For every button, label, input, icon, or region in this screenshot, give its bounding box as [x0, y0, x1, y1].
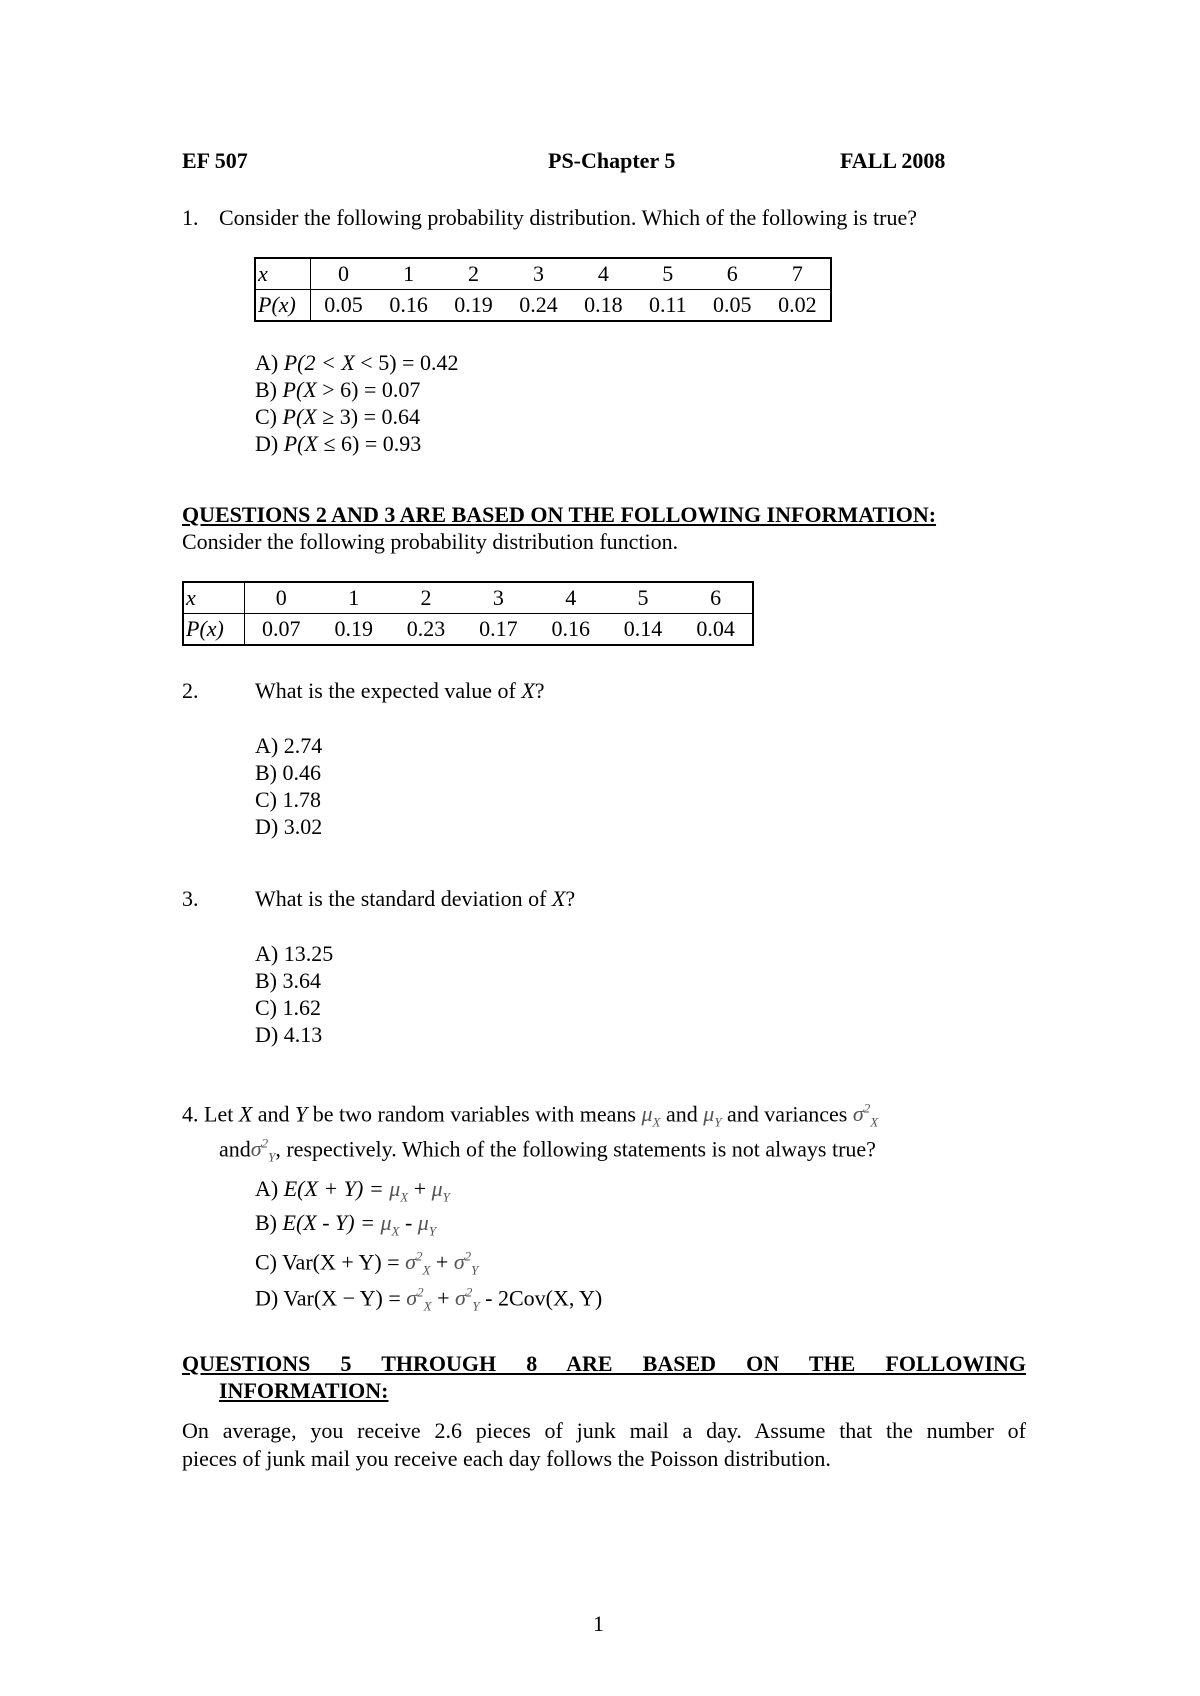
- option-op: +: [431, 1285, 456, 1311]
- chapter-title: PS-Chapter 5: [548, 148, 676, 173]
- option-letter: C): [255, 995, 277, 1020]
- q3-option-b[interactable]: [255, 968, 321, 994]
- option-letter: A): [255, 733, 279, 758]
- q4-option-b[interactable]: [255, 1210, 436, 1244]
- q1-p-cell: 0.11: [636, 290, 700, 322]
- option-letter: B): [255, 377, 277, 402]
- option-value: 0.46: [282, 760, 321, 785]
- option-lhs: E(X - Y) =: [282, 1210, 381, 1235]
- q1-x-cell: 4: [571, 258, 636, 290]
- option-letter: B): [255, 760, 277, 785]
- q23-p-cell: 0.23: [390, 614, 462, 646]
- q23-p-cell: 0.16: [535, 614, 607, 646]
- sigma-x-sq-symbol: $\sigma^2_X$: [406, 1285, 432, 1314]
- q1-option-a[interactable]: [255, 350, 458, 376]
- q1-x-cell: 7: [765, 258, 831, 290]
- q23-x-cell: 3: [462, 582, 534, 614]
- option-expr-pre: P(: [283, 431, 305, 456]
- term: FALL 2008: [840, 148, 946, 173]
- q1-x-cell: 0: [311, 258, 377, 290]
- section-5-8-heading-line2: INFORMATION:: [219, 1378, 389, 1403]
- q1-table-p-row: [255, 290, 831, 322]
- option-letter: D): [255, 431, 279, 456]
- q1-x-label: x: [255, 258, 311, 290]
- q4-option-c[interactable]: [255, 1244, 478, 1284]
- option-letter: C): [255, 404, 277, 429]
- q1-number: 1.: [182, 205, 199, 230]
- q1-text: Consider the following probability distribution. Which of the following is true?: [219, 205, 917, 230]
- option-expr-pre: P(: [282, 377, 304, 402]
- q4-line1: [182, 1096, 1022, 1136]
- q1-x-cell: 5: [636, 258, 700, 290]
- option-letter: D): [255, 1285, 279, 1311]
- q2-var: X: [521, 678, 535, 703]
- q23-p-cell: 0.07: [245, 614, 318, 646]
- option-lhs: Var(X − Y) =: [283, 1285, 407, 1311]
- q3-text: [255, 886, 575, 912]
- q23-p-cell: 0.17: [462, 614, 534, 646]
- q1-option-c[interactable]: [255, 404, 420, 430]
- option-lhs: E(X + Y) =: [283, 1176, 390, 1201]
- q23-p-cell: 0.19: [318, 614, 390, 646]
- page-number: 1: [593, 1611, 604, 1636]
- q3-number: 3.: [182, 886, 199, 911]
- mu-y-symbol: $\mu_Y$: [431, 1176, 450, 1205]
- q23-table-x-row: [183, 582, 753, 614]
- q4-number: 4.: [182, 1101, 199, 1127]
- sigma-x-sq-symbol: $\sigma^2_X$: [405, 1249, 431, 1278]
- option-var: X: [303, 404, 317, 429]
- section-5-8-paragraph-line2: pieces of junk mail you receive each day follows the Poisson distribution.: [182, 1446, 831, 1471]
- q23-table: [182, 581, 754, 646]
- q1-p-cell: 0.05: [700, 290, 765, 322]
- option-var: X: [341, 350, 355, 375]
- sigma-x-sq-symbol: $\sigma^2_X$: [852, 1101, 879, 1130]
- q1-x-cell: 3: [506, 258, 571, 290]
- q23-x-cell: 6: [679, 582, 753, 614]
- section-2-3-heading: QUESTIONS 2 AND 3 ARE BASED ON THE FOLLOWING INFORMATION:: [182, 502, 937, 527]
- q23-p-cell: 0.14: [607, 614, 679, 646]
- q1-p-label: P(x): [255, 290, 311, 322]
- q4-text: be two random variables with means: [307, 1101, 642, 1127]
- q1-p-cell: 0.18: [571, 290, 636, 322]
- option-letter: A): [255, 350, 279, 375]
- q2-option-b[interactable]: [255, 760, 321, 786]
- q2-option-a[interactable]: [255, 733, 322, 759]
- mu-y-symbol: $\mu_Y$: [703, 1101, 722, 1130]
- q4-text: and variances: [721, 1101, 853, 1127]
- option-value: 3.02: [283, 814, 323, 839]
- course-code: EF 507: [182, 148, 248, 173]
- q2-text-body: What is the expected value of: [255, 678, 522, 703]
- option-expr-post: < 5) = 0.42: [354, 350, 459, 375]
- q4-var-y: Y: [295, 1101, 308, 1127]
- option-expr-post: ≤ 6) = 0.93: [317, 431, 422, 456]
- q2-option-c[interactable]: [255, 787, 321, 813]
- option-value: 1.78: [282, 787, 321, 812]
- option-value: 3.64: [282, 968, 321, 993]
- mu-x-symbol: $\mu_X$: [389, 1176, 409, 1205]
- q4-text: , respectively. Which of the following statements is not always true?: [275, 1136, 876, 1162]
- option-lhs: Var(X + Y) =: [282, 1249, 406, 1275]
- option-tail: - 2Cov(X, Y): [479, 1285, 603, 1311]
- option-letter: B): [255, 968, 277, 993]
- option-letter: C): [255, 1249, 277, 1275]
- q4-var-x: X: [238, 1101, 253, 1127]
- sigma-y-sq-symbol: $\sigma^2_Y$: [453, 1249, 479, 1278]
- option-letter: A): [255, 1176, 279, 1201]
- q1-table-x-row: [255, 258, 831, 290]
- option-var: X: [303, 377, 317, 402]
- q1-x-cell: 2: [441, 258, 506, 290]
- q1-p-cell: 0.05: [311, 290, 377, 322]
- option-letter: C): [255, 787, 277, 812]
- q1-p-cell: 0.24: [506, 290, 571, 322]
- mu-x-symbol: $\mu_X$: [380, 1210, 400, 1239]
- q23-x-label: x: [183, 582, 245, 614]
- q4-text: and: [219, 1136, 251, 1162]
- option-expr-post: > 6) = 0.07: [316, 377, 421, 402]
- q3-option-d[interactable]: [255, 1022, 322, 1048]
- q23-p-cell: 0.04: [679, 614, 753, 646]
- option-letter: D): [255, 1022, 279, 1047]
- mu-y-symbol: $\mu_Y$: [417, 1210, 437, 1239]
- q2-option-d[interactable]: [255, 814, 322, 840]
- q4-option-a[interactable]: [255, 1176, 450, 1210]
- q4-line2: [219, 1131, 876, 1171]
- q1-option-b[interactable]: [255, 377, 420, 403]
- option-value: 1.62: [282, 995, 321, 1020]
- option-op: -: [399, 1210, 418, 1235]
- q23-x-cell: 0: [245, 582, 318, 614]
- option-value: 4.13: [283, 1022, 323, 1047]
- sigma-y-sq-symbol: $\sigma^2_Y$: [250, 1136, 276, 1165]
- q3-option-c[interactable]: [255, 995, 321, 1021]
- q3-var: X: [551, 886, 566, 911]
- q1-option-d[interactable]: [255, 431, 421, 457]
- q2-text: [255, 678, 545, 704]
- option-expr-pre: P(: [282, 404, 304, 429]
- option-value: 2.74: [283, 733, 323, 758]
- q23-x-cell: 2: [390, 582, 462, 614]
- section-5-8-paragraph-line1: On average, you receive 2.6 pieces of junk mail a day. Assume that the number of: [182, 1418, 1026, 1443]
- option-expr-pre: P(2 <: [283, 350, 342, 375]
- q4-text: Let: [204, 1101, 239, 1127]
- option-letter: A): [255, 941, 279, 966]
- section-5-8-heading-line1: QUESTIONS 5 THROUGH 8 ARE BASED ON THE FOLLOWING: [182, 1351, 1026, 1376]
- q4-text: and: [660, 1101, 704, 1127]
- option-op: +: [408, 1176, 432, 1201]
- sigma-y-sq-symbol: $\sigma^2_Y$: [455, 1285, 480, 1314]
- q23-table-p-row: [183, 614, 753, 646]
- option-op: +: [430, 1249, 454, 1275]
- option-letter: D): [255, 814, 279, 839]
- option-expr-post: ≥ 3) = 0.64: [316, 404, 421, 429]
- q4-text: and: [252, 1101, 296, 1127]
- option-var: X: [304, 431, 318, 456]
- q1-x-cell: 6: [700, 258, 765, 290]
- section-2-3-intro: Consider the following probability distribution function.: [182, 529, 679, 554]
- q23-p-label: P(x): [183, 614, 245, 646]
- q1-table: [254, 257, 832, 322]
- q1-p-cell: 0.02: [765, 290, 831, 322]
- q4-option-d[interactable]: [255, 1280, 602, 1320]
- q1-p-cell: 0.16: [376, 290, 441, 322]
- q23-x-cell: 4: [535, 582, 607, 614]
- q1-x-cell: 1: [376, 258, 441, 290]
- q2-text-end: ?: [534, 678, 545, 703]
- q3-text-end: ?: [565, 886, 576, 911]
- q2-number: 2.: [182, 678, 199, 703]
- option-value: 13.25: [283, 941, 334, 966]
- q23-x-cell: 1: [318, 582, 390, 614]
- q3-text-body: What is the standard deviation of: [255, 886, 552, 911]
- q3-option-a[interactable]: [255, 941, 333, 967]
- option-letter: B): [255, 1210, 277, 1235]
- q1-p-cell: 0.19: [441, 290, 506, 322]
- mu-x-symbol: $\mu_X$: [641, 1101, 661, 1130]
- q23-x-cell: 5: [607, 582, 679, 614]
